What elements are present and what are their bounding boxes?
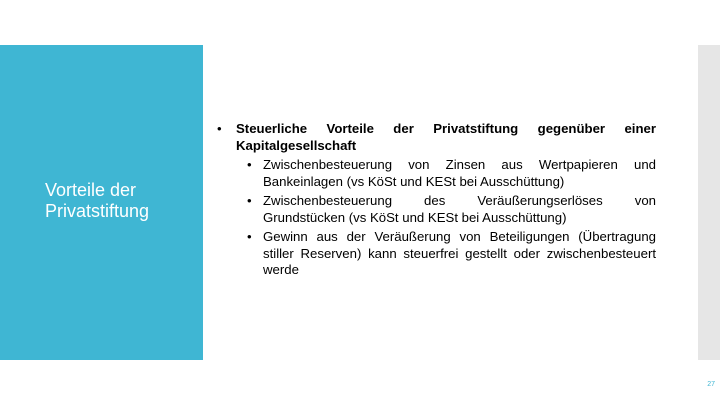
main-point-text: Steuerliche Vorteile der Privatstiftung gegenüber einer Kapitalgesellschaft (236, 121, 656, 153)
sub-point-text: Gewinn aus der Veräußerung von Beteiligungen (Übertragung stiller Reserven) kann steuerfrei gestellt oder zwischenbesteuert werde (263, 229, 656, 277)
content-area (216, 121, 656, 279)
sub-point-text: Zwischenbesteuerung des Veräußerungserlöses von Grundstücken (vs KöSt und KESt bei Ausschüttung) (263, 193, 656, 225)
side-strip (698, 45, 720, 360)
sub-bullet-list (236, 157, 656, 279)
page-number: 27 (707, 381, 715, 388)
list-item (236, 193, 656, 226)
bullet-icon: • (247, 157, 252, 172)
bullet-icon: • (217, 121, 222, 136)
list-item (236, 229, 656, 279)
bullet-icon: • (247, 193, 252, 208)
slide-title: Vorteile der Privatstiftung (45, 180, 150, 221)
bullet-icon: • (247, 229, 252, 244)
list-item-main (216, 121, 656, 279)
list-item (236, 157, 656, 190)
sub-point-text: Zwischenbesteuerung von Zinsen aus Wertpapieren und Bankeinlagen (vs KöSt und KESt bei Ausschüttung) (263, 157, 656, 189)
bullet-list (216, 121, 656, 279)
